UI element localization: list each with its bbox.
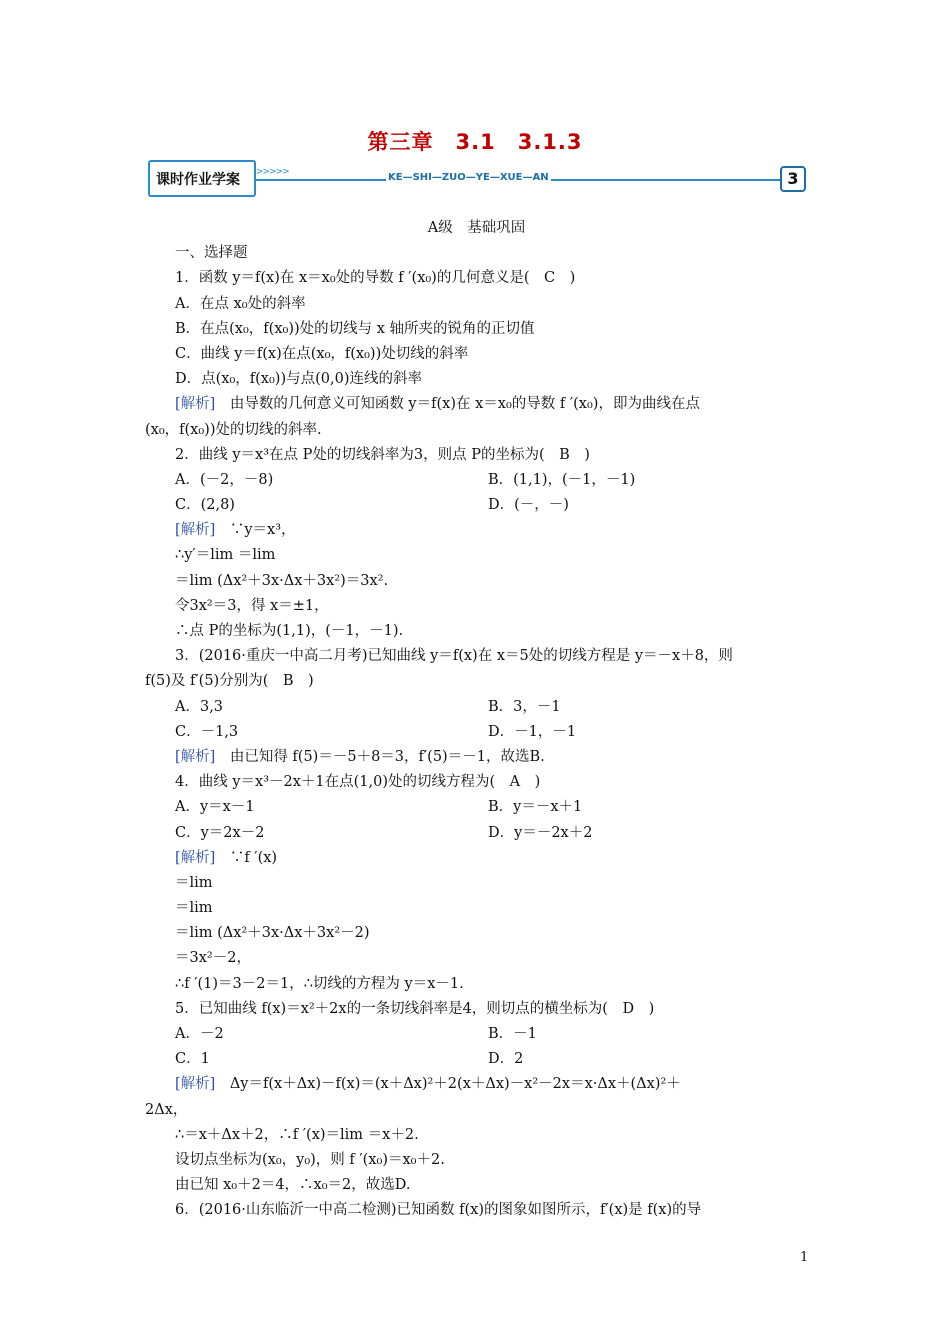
text-line [145,418,808,443]
text-line [145,266,808,291]
option-right: B．(1,1)，(－1，－1) [488,471,636,488]
document-body [145,216,808,1224]
line-text: 1．函数 y＝f(x)在 x＝x₀处的导数 f ′(x₀)的几何意义是( C ) [175,270,576,287]
option-right: D．y＝－2x＋2 [488,824,593,841]
text-line [145,946,808,971]
analysis-tag: [解析] [175,849,216,866]
banner-label-box [148,160,256,197]
analysis-tag: [解析] [175,1076,216,1093]
line-text: ∴点 P的坐标为(1,1)，(－1，－1). [175,623,404,639]
text-line [145,367,808,392]
page-number: 1 [800,1250,809,1265]
banner-arrows: >>>>> [256,167,289,177]
text-line [145,745,808,770]
analysis-tag: [解析] [175,748,216,765]
line-text: Δy＝f(x＋Δx)－f(x)＝(x＋Δx)²＋2(x＋Δx)－x²－2x＝x·Δx＋(Δx)²＋ [215,1076,681,1093]
option-right: D．2 [488,1051,524,1068]
option-left: C．y＝2x－2 [175,824,265,841]
text-line [145,1123,808,1148]
analysis-tag: [解析] [175,522,216,539]
text-line [145,821,808,846]
text-line [145,997,808,1022]
text-line [145,493,808,518]
option-right: B．y＝－x＋1 [488,799,583,816]
line-text: C．曲线 y＝f(x)在点(x₀，f(x₀))处切线的斜率 [175,345,469,362]
line-text: B．在点(x₀，f(x₀))处的切线与 x 轴所夹的锐角的正切值 [175,320,535,337]
text-line [145,871,808,896]
text-line [145,1198,808,1223]
option-right: B．3，－1 [488,698,561,715]
text-line [145,695,808,720]
line-text: ＝3x²－2， [175,950,251,967]
line-text: ∴＝x＋Δx＋2，∴f ′(x)＝lim ＝x＋2. [175,1126,419,1143]
line-text: 设切点坐标为(x₀，y₀)，则 f ′(x₀)＝x₀＋2. [175,1151,445,1168]
option-left: C．(2,8) [175,497,235,514]
line-text: ∵y＝x³， [215,522,296,539]
text-line [145,292,808,317]
text-line [145,317,808,342]
option-right: B．－1 [488,1026,537,1042]
text-line [145,342,808,367]
text-line [145,1047,808,1072]
text-line [145,644,808,669]
line-text: (x₀，f(x₀))处的切线的斜率. [145,421,322,438]
line-text: ＝lim [175,900,213,917]
line-text: ＝lim (Δx²＋3x·Δx＋3x²－2) [175,925,370,942]
line-text: 一、选择题 [175,245,248,262]
text-line [145,669,808,694]
text-line [145,518,808,543]
section-banner [148,160,806,198]
text-line [145,795,808,820]
line-text: 6．(2016·山东临沂一中高二检测)已知函数 f(x)的图象如图所示，f′(x)是 f(x)的导 [175,1202,702,1219]
text-line [145,770,808,795]
option-right: D．－1，－1 [488,723,577,740]
line-text: ＝lim (Δx²＋3x·Δx＋3x²)＝3x². [175,572,389,589]
text-line [145,468,808,493]
analysis-tag: [解析] [175,396,216,413]
banner-number: 3 [780,166,806,192]
text-line [145,241,808,266]
text-line [145,1072,808,1097]
line-text: ∴y′＝lim ＝lim [175,547,276,564]
text-line [145,392,808,417]
banner-pinyin: KE—SHI—ZUO—YE—XUE—AN [388,172,549,183]
line-text: f(5)及 f′(5)分别为( B ) [145,673,314,690]
text-line [145,594,808,619]
line-text: 由已知得 f(5)＝－5＋8＝3，f′(5)＝－1，故选B. [215,748,545,765]
text-line [145,543,808,568]
option-left: A．－2 [175,1026,224,1042]
line-text: ＝lim [175,874,213,891]
option-left: A．3,3 [175,698,224,715]
level-heading: A级 基础巩固 [427,220,526,236]
line-text: 2Δx， [145,1101,188,1118]
banner-label: 课时作业学案 [156,172,240,188]
text-line [145,1148,808,1173]
text-line [145,1098,808,1123]
line-text: 令3x²＝3，得 x＝±1， [175,597,329,614]
line-text: ∵f ′(x) [215,849,278,866]
text-line [145,1022,808,1047]
question-lines [145,241,808,1223]
line-text: 由已知 x₀＋2＝4，∴x₀＝2，故选D. [175,1177,411,1194]
line-text: A．在点 x₀处的斜率 [175,295,306,312]
line-text: 4．曲线 y＝x³－2x＋1在点(1,0)处的切线方程为( A ) [175,774,541,791]
text-line [145,972,808,997]
line-text: 3．(2016·重庆一中高二月考)已知曲线 y＝f(x)在 x＝5处的切线方程是 y＝－x＋8，则 [175,648,733,665]
page-title: 第三章 3.1 3.1.3 [367,130,583,154]
option-right: D．(－，－) [488,497,569,514]
text-line [145,619,808,644]
text-line [145,896,808,921]
option-left: A．(－2，－8) [175,471,274,488]
option-left: A．y＝x－1 [175,799,255,816]
line-text: 2．曲线 y＝x³在点 P处的切线斜率为3，则点 P的坐标为( B ) [175,446,590,463]
text-line [145,1173,808,1198]
text-line [145,921,808,946]
text-line [145,443,808,468]
line-text: 由导数的几何意义可知函数 y＝f(x)在 x＝x₀的导数 f ′(x₀)，即为曲线在点 [215,396,700,413]
option-left: C．－1,3 [175,723,239,740]
line-text: ∴f ′(1)＝3－2＝1，∴切线的方程为 y＝x－1. [175,975,464,992]
line-text: 5．已知曲线 f(x)＝x²＋2x的一条切线斜率是4，则切点的横坐标为( D ) [175,1000,655,1017]
text-line [145,846,808,871]
text-line [145,569,808,594]
option-left: C．1 [175,1051,210,1068]
line-text: D．点(x₀，f(x₀))与点(0,0)连线的斜率 [175,371,422,388]
text-line [145,720,808,745]
